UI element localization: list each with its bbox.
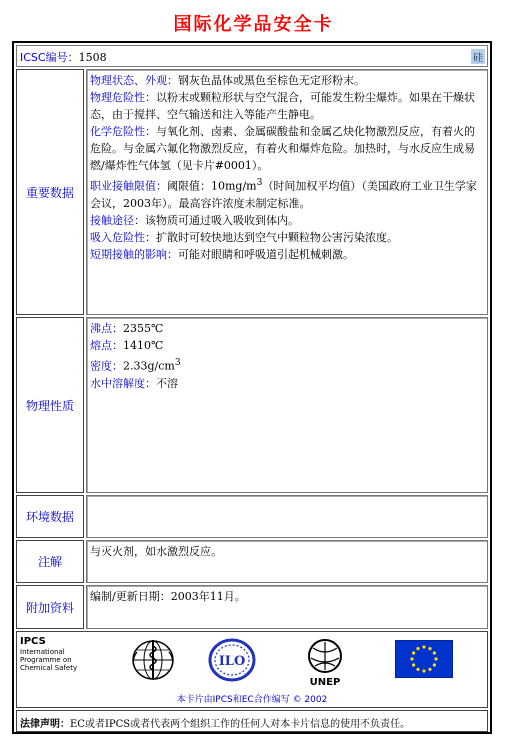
eu-star-icon [433, 651, 436, 654]
svg-text:UNEP: UNEP [309, 677, 341, 688]
entry-short-term-effects: 短期接触的影响：可能对眼睛和呼吸道引起机械刺激。 [90, 247, 354, 261]
eu-star-icon [412, 663, 415, 666]
legal-notice [16, 710, 488, 732]
notes-content: 与灭火剂，如水激烈反应。 [86, 540, 488, 583]
eu-star-icon [433, 663, 436, 666]
boiling-point: 沸点：2355℃ [90, 322, 164, 335]
entry-chemical-hazards: 化学危险性：与氧化剂、卤素、金属碳酸盐和金属乙炔化物激烈反应，有着火的危险。与金属六氟化物激烈反应，有着火和爆炸危险。加热时，与水反应生成易燃/爆炸性气体氢（见卡片#0001）。 [90, 125, 475, 172]
density: 密度：$2.33g/cm^3$ [90, 357, 181, 373]
water-solubility: 水中溶解度：不溶 [90, 376, 178, 390]
eu-star-icon [434, 657, 437, 660]
eu-star-icon [412, 651, 415, 654]
environmental-data-content [86, 495, 488, 538]
eu-star-icon [422, 669, 425, 672]
entry-physical-hazards: 物理危险性：以粉末或颗粒形状与空气混合，可能发生粉尘爆炸。如果在干燥状态，由于搅拌、空气输送和注入等能产生静电。 [90, 91, 475, 121]
notes-label: 注解 [16, 540, 84, 583]
logos-row [16, 631, 488, 708]
legal-label: 法律声明： [20, 719, 70, 730]
melting-point: 熔点：1410℃ [90, 339, 164, 352]
who-emblem-icon [129, 638, 177, 682]
eu-star-icon [416, 668, 419, 671]
physical-properties-label: 物理性质 [16, 317, 84, 493]
unep-emblem-icon [303, 638, 347, 688]
card-frame [12, 41, 492, 734]
eu-star-icon [410, 657, 413, 660]
physical-properties-content [86, 317, 488, 493]
icsc-number: 1508 [78, 51, 107, 64]
ilo-emblem-icon [207, 638, 257, 682]
important-data-label: 重要数据 [16, 69, 84, 315]
element-name-tag: 硅 [471, 49, 485, 64]
entry-inhalation-risk: 吸入危险性：扩散时可较快地达到空气中颗粒物公害污染浓度。 [90, 230, 398, 244]
eu-star-icon [428, 668, 431, 671]
cooperation-caption: 本卡片由IPCS和EC合作编写 © 2002 [176, 695, 328, 705]
eu-star-icon [428, 647, 431, 650]
eu-star-icon [422, 645, 425, 648]
additional-info-label: 附加资料 [16, 585, 84, 629]
entry-exposure-limits: 职业接触限值：阈限值：$10mg/m^3$（时间加权平均值）（美国政府工业卫生学家会议，2003年）。最高容许浓度未制定标准。 [90, 177, 477, 210]
icsc-label: ICSC编号： [20, 51, 79, 64]
eu-star-icon [416, 647, 419, 650]
svg-text:ILO: ILO [218, 654, 246, 669]
card-title: 国际化学品安全卡 [173, 14, 334, 35]
important-data-content [86, 69, 488, 315]
legal-text: EC或者IPCS或者代表两个组织工作的任何人对本卡片信息的使用不负责任。 [70, 719, 411, 730]
environmental-data-label: 环境数据 [16, 495, 84, 538]
entry-routes-of-exposure: 接触途径：该物质可通过吸入吸收到体内。 [90, 213, 299, 227]
icsc-number-line [20, 49, 107, 65]
icsc-row [16, 45, 488, 67]
ipcs-logo-text: IPCS International Programme on Chemical Safety [20, 636, 78, 672]
additional-info-content: 编制/更新日期：2003年11月。 [86, 585, 488, 629]
entry-appearance: 物理状态、外观：钢灰色晶体或黑色至棕色无定形粉末。 [90, 74, 365, 87]
eu-flag-icon [395, 640, 453, 678]
